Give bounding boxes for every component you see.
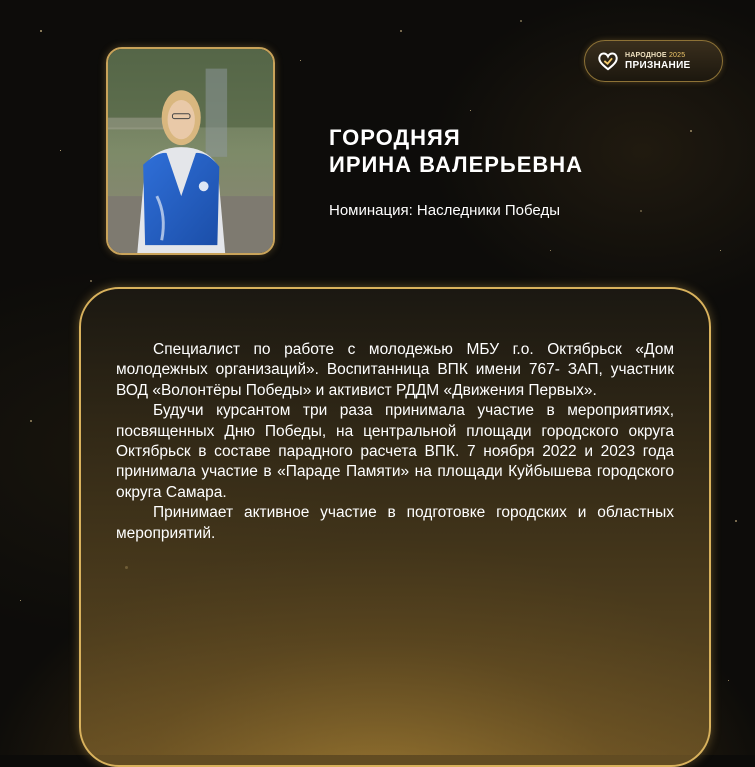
nomination-label: Номинация: Наследники Победы xyxy=(329,202,560,219)
bio-text xyxy=(116,340,674,544)
narodnoe-priznanie-logo xyxy=(584,40,723,82)
logo-bottom-text: ПРИЗНАНИЕ xyxy=(625,59,691,71)
bio-paragraph: Принимает активное участие в подготовке городских и областных мероприятий. xyxy=(116,504,674,542)
portrait-photo xyxy=(106,47,275,255)
heart-icon xyxy=(597,51,619,71)
person-surname: ГОРОДНЯЯ xyxy=(329,125,461,150)
bio-paragraph: Специалист по работе с молодежью МБУ г.о. Октябрьск «Дом молодежных организаций». Воспитанница ВПК имени 767- ЗАП, участник ВОД «Волонтёры Победы» и активист РДДМ «Движения Первых». xyxy=(116,341,674,399)
person-given-names: ИРИНА ВАЛЕРЬЕВНА xyxy=(329,152,584,177)
logo-top-text: НАРОДНОЕ 2025 xyxy=(625,51,686,59)
bio-paragraph: Будучи курсантом три раза принимала участие в мероприятиях, посвященных Дню Победы, на центральной площади городского округа Октябрьск в составе парадного расчета ВПК. 7 ноября 2022 и 2023 года принимала участие в «Параде Памяти» на площади Куйбышева городского округа Самара. xyxy=(116,402,674,501)
person-name xyxy=(329,124,583,178)
